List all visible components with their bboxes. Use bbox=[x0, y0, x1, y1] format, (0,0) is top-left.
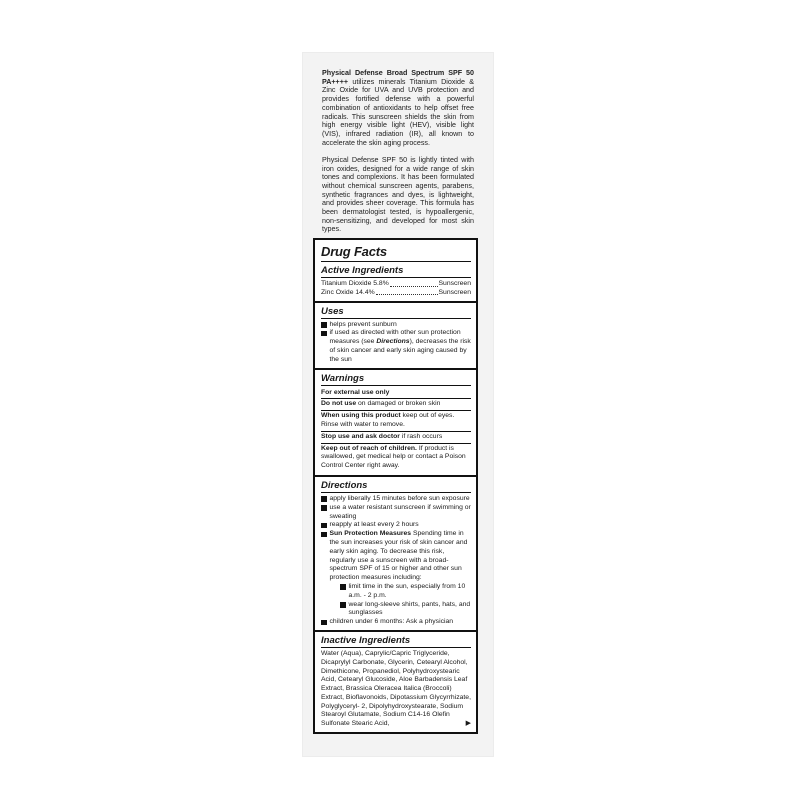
active-ingredient-row: Titanium Dioxide 5.8% Sunscreen bbox=[321, 280, 471, 287]
list-item: apply liberally 15 minutes before sun exposure bbox=[321, 495, 471, 504]
active-ingredient-row: Zinc Oxide 14.4% Sunscreen bbox=[321, 288, 471, 296]
warnings-heading: Warnings bbox=[321, 373, 471, 386]
product-name: Physical Defense Broad Spectrum SPF 50 PA++++ bbox=[322, 69, 474, 86]
warning-line: When using this product keep out of eyes. Rinse with water to remove. bbox=[321, 411, 471, 432]
uses-heading: Uses bbox=[321, 306, 471, 319]
directions-heading: Directions bbox=[321, 480, 471, 493]
description-paragraph-1: Physical Defense Broad Spectrum SPF 50 PA++++ utilizes minerals Titanium Dioxide & Zinc Oxide for UVA and UVB protection and provides fortified defense with a powerful combination of antioxidants to help offset free radicals. This sunscreen shields the skin from high energy visible light (HEV), visible light (VIS), infrared radiation (IR), all known to accelerate the skin aging process. bbox=[322, 69, 474, 147]
list-item: use a water resistant sunscreen if swimming or sweating bbox=[321, 504, 471, 522]
bullet-icon bbox=[321, 505, 327, 511]
product-description bbox=[322, 69, 474, 234]
warnings-section bbox=[315, 370, 476, 477]
continue-arrow-icon: ▶ bbox=[465, 720, 471, 728]
drug-facts-box bbox=[313, 238, 478, 734]
sub-list-item: limit time in the sun, especially from 10 a.m. - 2 p.m. bbox=[340, 583, 471, 601]
bullet-icon bbox=[321, 331, 327, 337]
bullet-icon bbox=[321, 532, 327, 538]
active-ingredients-section bbox=[315, 240, 476, 303]
bullet-icon bbox=[321, 523, 327, 529]
sub-list-item: wear long-sleeve shirts, pants, hats, and sunglasses bbox=[340, 601, 471, 619]
bullet-icon bbox=[340, 602, 346, 608]
list-item: children under 6 months: Ask a physician bbox=[321, 618, 471, 627]
description-paragraph-2: Physical Defense SPF 50 is lightly tinted with iron oxides, designed for a wide range of skin tones and complexions. It has been formulated without chemical sunscreen agents, parabens, synthetic fragrances and dyes, is lightweight, and provides sheer coverage. This formula has been dermatologist tested, is hypoallergenic, non-sensitizing, and developed for most skin types. bbox=[322, 155, 474, 234]
inactive-ingredients-text: Water (Aqua), Caprylic/Capric Triglyceride, Dicaprylyl Carbonate, Glycerin, Cetearyl Alcohol, Dimethicone, Propanediol, Polyhydroxystearic Acid, Cetearyl Glucoside, Aloe Barbadensis Leaf Extract, Brassica Oleracea Italica (Broccoli) Extract, Bioflavonoids, Dipotassium Glycyrrhizate, Polyglyceryl- 2, Dipolyhydroxystearate, Sodium Stearoyl Glutamate, Sodium C14-16 Olefin Sulfonate Stearic Acid, ▶ bbox=[321, 649, 471, 728]
directions-section bbox=[315, 477, 476, 632]
bullet-icon bbox=[321, 620, 327, 626]
warning-line: Do not use on damaged or broken skin bbox=[321, 399, 471, 411]
warning-line: Stop use and ask doctor if rash occurs bbox=[321, 432, 471, 444]
active-ingredients-heading: Active Ingredients bbox=[321, 265, 471, 278]
list-item: Sun Protection Measures Spending time in the sun increases your risk of skin cancer and early skin aging. To decrease this risk, regularly use a sunscreen with a broad-spectrum SPF of 15 or higher and other sun protection measures including: bbox=[321, 530, 471, 583]
bullet-icon bbox=[321, 322, 327, 328]
list-item: reapply at least every 2 hours bbox=[321, 521, 471, 530]
list-item: helps prevent sunburn bbox=[321, 321, 471, 330]
drug-facts-title: Drug Facts bbox=[321, 244, 471, 262]
inactive-ingredients-section bbox=[315, 632, 476, 732]
bullet-icon bbox=[340, 584, 346, 590]
warning-line: For external use only bbox=[321, 388, 471, 400]
uses-section bbox=[315, 303, 476, 370]
inactive-ingredients-heading: Inactive Ingredients bbox=[321, 635, 471, 648]
warning-line: Keep out of reach of children. If product is swallowed, get medical help or contact a Poison Control Center right away. bbox=[321, 444, 466, 470]
bullet-icon bbox=[321, 496, 327, 502]
list-item: if used as directed with other sun protection measures (see Directions), decreases the risk of skin cancer and early skin aging caused by the sun bbox=[321, 329, 471, 364]
